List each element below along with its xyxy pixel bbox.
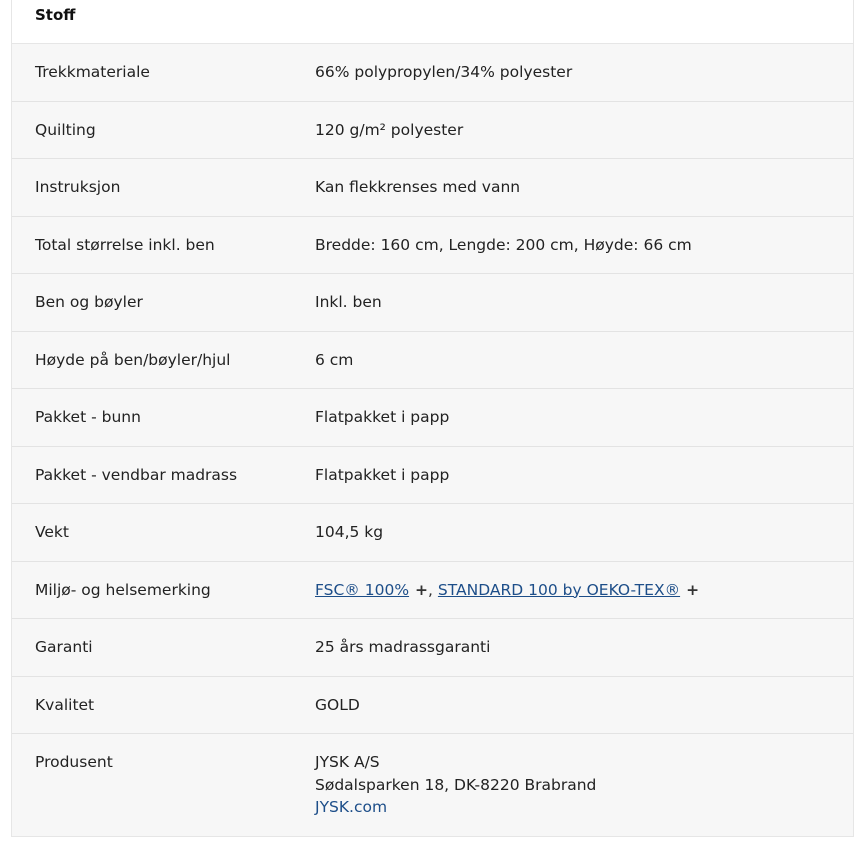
spec-row-trekkmateriale [12, 44, 853, 102]
section-title: Stoff [35, 5, 76, 24]
spec-value: 6 cm [315, 350, 354, 369]
spec-label: Garanti [35, 638, 93, 656]
spec-label: Pakket - bunn [35, 408, 141, 426]
spec-table [11, 0, 854, 837]
section-header [12, 0, 853, 44]
spec-row-certification [12, 562, 853, 620]
spec-row-packed-mattress [12, 447, 853, 505]
spec-row-quality [12, 677, 853, 735]
producer-website-link[interactable]: JYSK.com [315, 798, 388, 816]
separator: , [428, 580, 433, 599]
spec-label: Vekt [35, 523, 69, 541]
spec-label: Høyde på ben/bøyler/hjul [35, 350, 231, 369]
spec-value: Bredde: 160 cm, Lengde: 200 cm, Høyde: 66 cm [315, 235, 692, 254]
spec-value [315, 562, 853, 619]
spec-row-warranty [12, 619, 853, 677]
spec-value: 120 g/m² polyester [315, 120, 464, 139]
spec-value [315, 734, 853, 836]
fsc-link[interactable]: FSC® 100% [315, 580, 410, 599]
spec-row-legs [12, 274, 853, 332]
spec-label: Instruksjon [35, 178, 121, 196]
spec-label: Miljø- og helsemerking [35, 580, 211, 599]
spec-label: Quilting [35, 120, 96, 139]
spec-row-producer [12, 734, 853, 836]
oeko-tex-expand-icon[interactable]: + [686, 580, 700, 599]
spec-label: Kvalitet [35, 695, 95, 714]
spec-value: Flatpakket i papp [315, 465, 450, 484]
spec-value: Flatpakket i papp [315, 408, 450, 426]
spec-value: 104,5 kg [315, 523, 384, 541]
spec-row-instruksjon [12, 159, 853, 217]
spec-row-total-size [12, 217, 853, 275]
fsc-expand-icon[interactable]: + [415, 580, 429, 599]
spec-row-quilting [12, 102, 853, 160]
spec-row-packed-base [12, 389, 853, 447]
spec-value: 66% polypropylen/34% polyester [315, 63, 573, 81]
spec-label: Trekkmateriale [35, 63, 150, 81]
spec-value: 25 års madrassgaranti [315, 638, 491, 656]
oeko-tex-link[interactable]: STANDARD 100 by OEKO-TEX® [437, 580, 681, 599]
spec-value: Inkl. ben [315, 293, 382, 311]
spec-label: Total størrelse inkl. ben [35, 235, 215, 254]
spec-value: Kan flekkrenses med vann [315, 178, 521, 196]
spec-row-leg-height [12, 332, 853, 390]
producer-address: Sødalsparken 18, DK-8220 Brabrand [315, 775, 597, 794]
spec-value: GOLD [315, 695, 360, 714]
spec-label: Produsent [35, 753, 113, 771]
spec-label: Ben og bøyler [35, 293, 143, 311]
spec-row-weight [12, 504, 853, 562]
spec-label: Pakket - vendbar madrass [35, 465, 238, 484]
producer-name: JYSK A/S [315, 753, 380, 771]
